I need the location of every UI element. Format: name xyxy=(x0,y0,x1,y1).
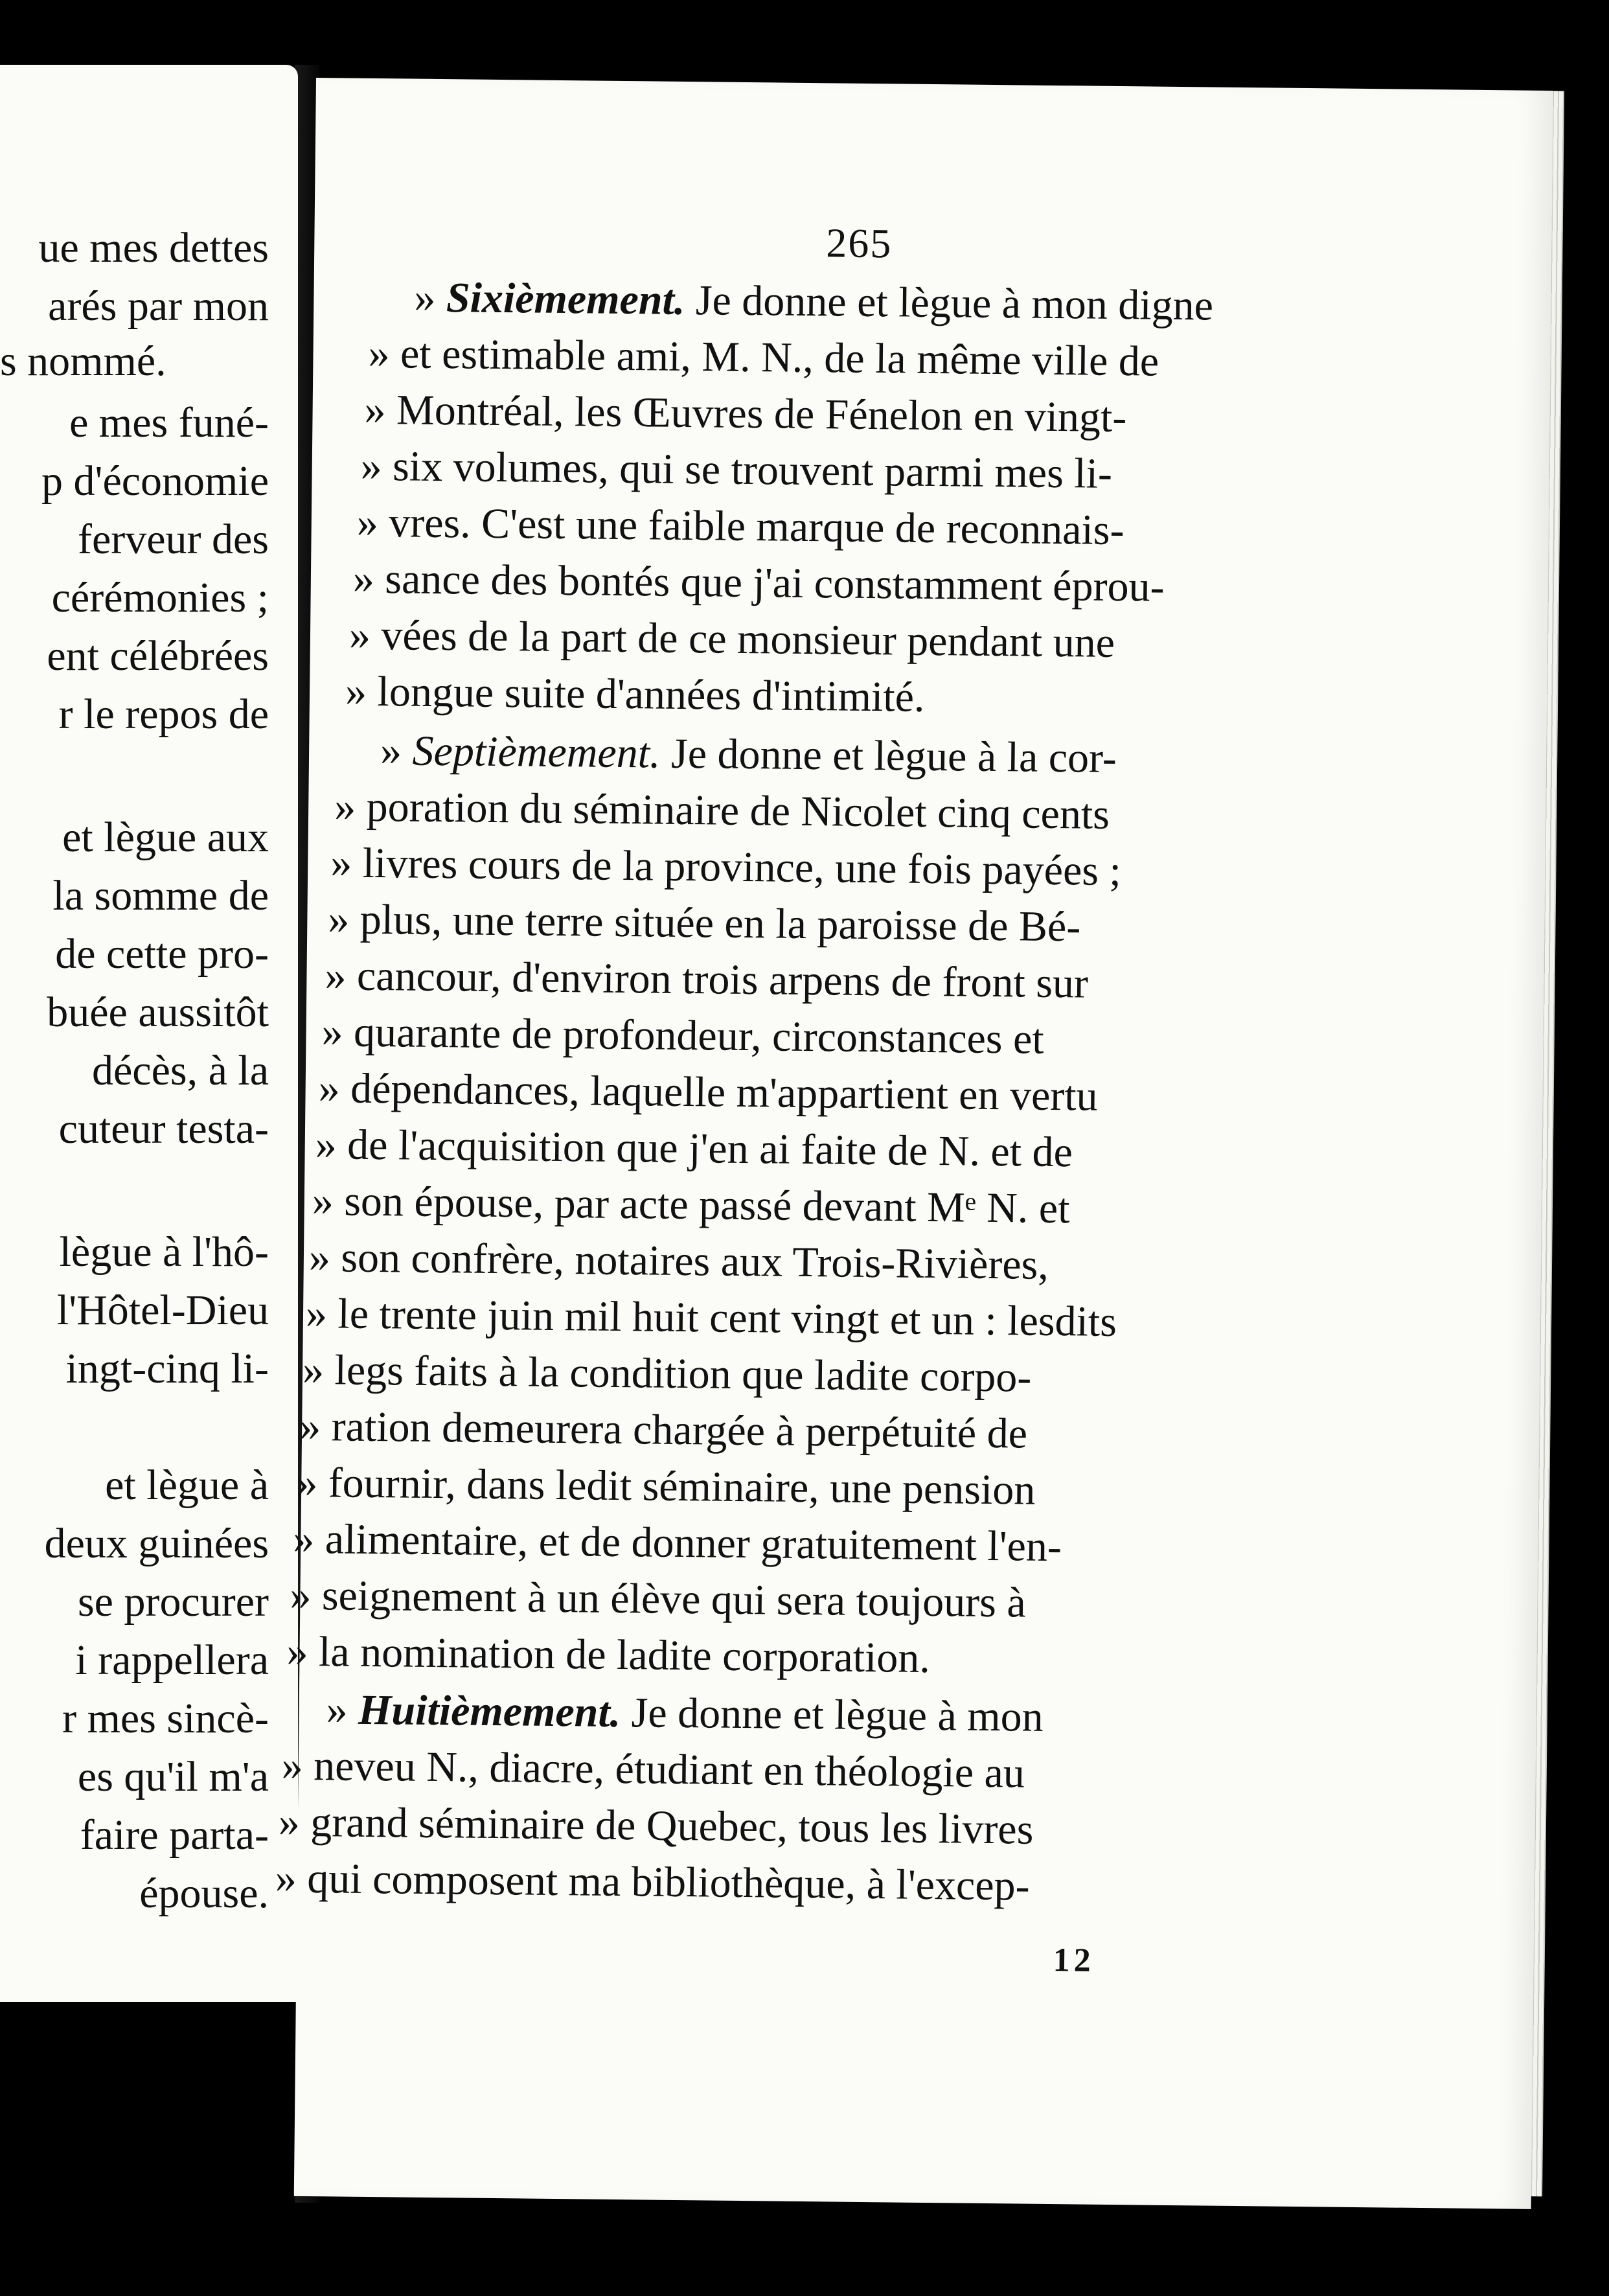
page-number: 265 xyxy=(826,220,893,267)
text-line: » la nomination de ladite corporation. xyxy=(286,1627,931,1682)
text-line: » cancour, d'environ trois arpens de front sur xyxy=(325,952,1089,1007)
text-line: lègue à l'hô- xyxy=(59,1228,269,1276)
text-line: » grand séminaire de Quebec, tous les livres xyxy=(278,1798,1034,1854)
paragraph-text: Je donne et lègue à mon xyxy=(620,1689,1044,1741)
text-line: se procurer xyxy=(77,1578,269,1625)
text-line: » sance des bontés que j'ai constamment éprou- xyxy=(352,555,1165,611)
text-line: ferveur des xyxy=(77,516,269,563)
text-line: ent célébrées xyxy=(47,632,269,680)
text-line: » le trente juin mil huit cent vingt et un : lesdits xyxy=(305,1289,1117,1346)
text-line: » plus, une terre située en la paroisse de Bé- xyxy=(328,895,1081,951)
text-line: décès, à la xyxy=(92,1047,269,1094)
text-line: » et estimable ami, M. N., de la même ville de xyxy=(368,329,1159,385)
left-page xyxy=(0,65,298,2002)
text-line: » Montréal, les Œuvres de Fénelon en vingt- xyxy=(364,385,1127,442)
paragraph-heading: Septièmement. xyxy=(412,727,661,777)
text-line: ingt-cinq li- xyxy=(65,1345,269,1392)
text-line: r mes sincè- xyxy=(62,1695,269,1742)
quote-mark: » xyxy=(326,1686,359,1734)
text-line: et lègue à xyxy=(105,1462,269,1509)
text-line: r le repos de xyxy=(58,691,269,738)
text-line: » six volumes, qui se trouvent parmi mes li- xyxy=(360,442,1113,498)
text-line: arés par mon xyxy=(48,282,269,330)
text-line: » fournir, dans ledit séminaire, une pension xyxy=(295,1458,1036,1514)
quote-mark: » xyxy=(414,273,447,322)
text-line: » ration demeurera chargée à perpétuité de xyxy=(299,1402,1028,1458)
text-line: s nommé. xyxy=(0,338,166,385)
text-line: » dépendances, laquelle m'appartient en vertu xyxy=(318,1064,1099,1120)
paragraph-text: Je donne et lègue à la cor- xyxy=(660,729,1117,782)
text-line: » seignement à un élève qui sera toujours à xyxy=(290,1571,1027,1627)
text-line: » vres. C'est une faible marque de reconnais- xyxy=(356,498,1124,555)
text-line: p d'économie xyxy=(41,457,269,505)
paragraph-first-line xyxy=(380,729,1117,780)
paragraph-heading: Sixièmement. xyxy=(446,274,685,324)
signature-mark: 12 xyxy=(1053,1942,1095,1979)
text-line: » son confrère, notaires aux Trois-Rivières, xyxy=(308,1233,1049,1289)
text-line: ue mes dettes xyxy=(38,224,269,271)
paragraph-first-line xyxy=(414,273,1214,330)
text-line: faire parta- xyxy=(80,1811,269,1859)
text-line: » livres cours de la province, une fois payées ; xyxy=(330,839,1122,895)
text-line: e mes funé- xyxy=(69,399,269,446)
text-line: cuteur testa- xyxy=(58,1105,269,1153)
text-line: » legs faits à la condition que ladite corpo- xyxy=(302,1346,1032,1401)
text-line: deux guinées xyxy=(44,1520,269,1567)
text-line: épouse. xyxy=(139,1870,269,1917)
paragraph-text: Je donne et lègue à mon digne xyxy=(685,276,1214,330)
text-line: cérémonies ; xyxy=(51,574,269,621)
paragraph-heading: Huitièmement. xyxy=(358,1686,621,1737)
text-line: » vées de la part de ce monsieur pendant une xyxy=(348,611,1115,667)
text-line: » qui composent ma bibliothèque, à l'excep- xyxy=(275,1854,1030,1910)
text-line: buée aussitôt xyxy=(47,989,269,1036)
text-line: » de l'acquisition que j'en ai faite de N. et de xyxy=(315,1121,1073,1177)
text-line: » son épouse, par acte passé devant Mᵉ N. et xyxy=(312,1177,1070,1233)
paragraph-first-line xyxy=(326,1688,1044,1739)
text-line: es qu'il m'a xyxy=(77,1753,269,1800)
text-line: et lègue aux xyxy=(62,814,269,861)
text-line: » longue suite d'années d'intimité. xyxy=(345,667,925,721)
text-line: l'Hôtel-Dieu xyxy=(56,1287,269,1334)
text-line: » poration du séminaire de Nicolet cinq cents xyxy=(334,783,1110,838)
right-page xyxy=(275,78,1553,2209)
text-line: » neveu N., diacre, étudiant en théologie au xyxy=(281,1741,1025,1797)
quote-mark: » xyxy=(380,727,413,775)
text-line: de cette pro- xyxy=(55,930,269,978)
text-line: » quarante de profondeur, circonstances et xyxy=(321,1008,1045,1063)
text-line: » alimentaire, et de donner gratuitement l'en- xyxy=(292,1515,1062,1571)
text-line: i rappellera xyxy=(75,1636,269,1684)
text-line: la somme de xyxy=(52,872,269,919)
